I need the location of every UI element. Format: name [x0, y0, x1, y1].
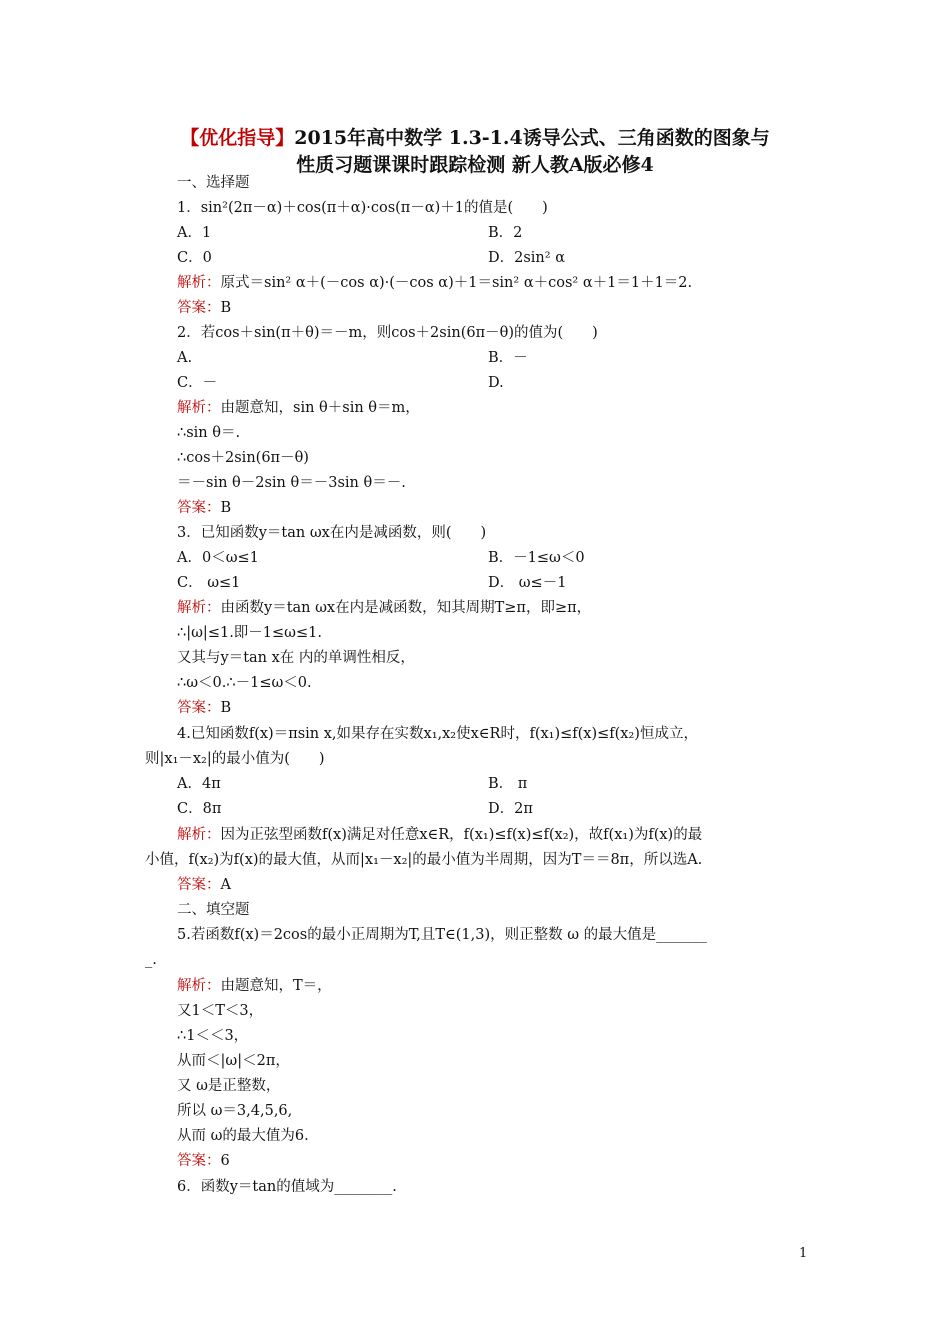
- line-text: C．－: [177, 375, 218, 391]
- solution-label: 解析：: [177, 275, 221, 291]
- line-q2: [177, 323, 598, 343]
- line-text: 因为正弦型函数f(x)满足对任意x∈R，f(x₁)≤f(x)≤f(x₂)，故f(x₁)为f(x)的最: [220, 827, 703, 843]
- line-q3s2: [177, 623, 322, 643]
- line-text: A.: [177, 350, 193, 366]
- line-q3: [177, 523, 486, 543]
- answer-label: 答案：: [177, 500, 221, 516]
- line-text: 6．函数y＝tan的值域为________.: [177, 1179, 397, 1195]
- line-text: 从而 ω的最大值为6.: [177, 1128, 309, 1144]
- line-text: ∴|ω|≤1.即－1≤ω≤1.: [177, 625, 322, 641]
- line-text: 由函数y＝tan ωx在内是减函数，知其周期T≥π，即≥π，: [220, 600, 592, 616]
- line-text: D． ω≤－1: [488, 575, 567, 591]
- line-q5s6: [177, 1101, 292, 1121]
- line-q1c: [177, 248, 212, 268]
- line-q3k: [177, 698, 231, 718]
- line-q5s1: [177, 976, 332, 996]
- line-text: D．2sin² α: [488, 250, 565, 266]
- line-q1s: [177, 273, 692, 293]
- line-q2s3: [177, 448, 309, 468]
- line-q3b: [488, 548, 585, 568]
- solution-label: 解析：: [177, 978, 221, 994]
- line-text: ∴sin θ＝.: [177, 425, 241, 441]
- line-q1a: [177, 223, 211, 243]
- line-text: 又1＜T＜3，: [177, 1003, 264, 1019]
- line-text: ∴cos＋2sin(6π－θ): [177, 450, 309, 466]
- line-q4c: [177, 799, 221, 819]
- line-q2s2: [177, 423, 240, 443]
- line-q4l1: [177, 724, 698, 744]
- line-text: 6: [220, 1153, 230, 1169]
- line-text: 则|x₁－x₂|的最小值为( ): [145, 751, 325, 767]
- line-q4b: [488, 774, 527, 794]
- line-text: A．1: [177, 225, 212, 241]
- line-text: ∴1＜＜3，: [177, 1028, 249, 1044]
- line-text: A．4π: [177, 776, 221, 792]
- answer-label: 答案：: [177, 1153, 221, 1169]
- line-text: 二、填空题: [177, 902, 250, 918]
- line-text: B: [220, 700, 232, 716]
- line-q6: [177, 1177, 397, 1197]
- line-text: B．－1≤ω＜0: [488, 550, 585, 566]
- line-q5s5: [177, 1076, 280, 1096]
- line-q3s3: [177, 648, 415, 668]
- line-q3d: [488, 573, 566, 593]
- line-text: A．0＜ω≤1: [177, 550, 259, 566]
- solution-label: 解析：: [177, 400, 221, 416]
- document-title: [130, 125, 820, 179]
- title-line-1: [130, 125, 820, 152]
- line-text: A: [220, 877, 231, 893]
- line-q3c: [177, 573, 240, 593]
- line-sec1: [177, 173, 250, 193]
- line-q4l2: [145, 749, 325, 769]
- line-text: 又其与y＝tan x在 内的单调性相反，: [177, 650, 415, 666]
- line-text: B．2: [488, 225, 523, 241]
- line-text: 1．sin²(2π－α)＋cos(π＋α)·cos(π－α)＋1的值是( ): [177, 200, 548, 216]
- line-q1d: [488, 248, 565, 268]
- line-q5s7: [177, 1126, 309, 1146]
- line-q4a: [177, 774, 221, 794]
- answer-label: 答案：: [177, 300, 221, 316]
- line-text: C．0: [177, 250, 212, 266]
- line-sec2: [177, 900, 250, 920]
- line-q5s2: [177, 1001, 263, 1021]
- line-text: B: [220, 500, 232, 516]
- line-q3s1: [177, 598, 591, 618]
- line-q2s1: [177, 398, 420, 418]
- line-q2k: [177, 498, 231, 518]
- line-text: 原式＝sin² α＋(－cos α)·(－cos α)＋1＝sin² α＋cos² α＋1＝1＋1＝2.: [220, 275, 693, 291]
- line-q5s3: [177, 1026, 248, 1046]
- line-text: B．－: [488, 350, 528, 366]
- line-text: 2．若cos＋sin(π＋θ)＝－m，则cos＋2sin(6π－θ)的值为( ): [177, 325, 598, 341]
- answer-label: 答案：: [177, 700, 221, 716]
- line-q1: [177, 198, 548, 218]
- line-text: ∴ω＜0.∴－1≤ω＜0.: [177, 675, 312, 691]
- line-text: 又 ω是正整数，: [177, 1078, 281, 1094]
- line-q2c: [177, 373, 217, 393]
- title-line-2: 性质习题课课时跟踪检测 新人教A版必修4: [296, 154, 654, 176]
- page-number: 1: [799, 1246, 808, 1261]
- line-text: C． ω≤1: [177, 575, 241, 591]
- line-text: 由题意知，T＝，: [220, 978, 332, 994]
- line-text: 由题意知，sin θ＋sin θ＝m，: [220, 400, 420, 416]
- line-text: 5.若函数f(x)＝2cos的最小正周期为T,且T∈(1,3)，则正整数 ω 的最大值是_______: [177, 927, 707, 943]
- line-q5k: [177, 1151, 230, 1171]
- line-q3s4: [177, 673, 312, 693]
- line-text: _.: [145, 952, 157, 968]
- line-text: 一、选择题: [177, 175, 250, 191]
- answer-label: 答案：: [177, 877, 221, 893]
- line-q2d: [488, 373, 504, 393]
- line-text: B． π: [488, 776, 528, 792]
- line-text: 4.已知函数f(x)＝πsin x,如果存在实数x₁,x₂使x∈R时，f(x₁)≤f(x)≤f(x₂)恒成立，: [177, 726, 698, 742]
- line-text: B: [220, 300, 232, 316]
- solution-label: 解析：: [177, 827, 221, 843]
- solution-label: 解析：: [177, 600, 221, 616]
- title-bracket: 【优化指导】: [180, 127, 295, 149]
- line-q1k: [177, 298, 231, 318]
- line-text: 3．已知函数y＝tan ωx在内是减函数，则( ): [177, 525, 487, 541]
- line-q3a: [177, 548, 259, 568]
- line-text: 从而＜|ω|＜2π，: [177, 1053, 290, 1069]
- line-q4s1: [177, 825, 702, 845]
- line-text: C．8π: [177, 801, 222, 817]
- line-q5s4: [177, 1051, 290, 1071]
- line-q5l1: [177, 925, 707, 945]
- line-q1b: [488, 223, 522, 243]
- line-q2a: [177, 348, 192, 368]
- line-q2s4: [177, 473, 406, 493]
- line-q4s2: [145, 850, 702, 870]
- title-text-1: 2015年高中数学 1.3-1.4诱导公式、三角函数的图象与: [294, 127, 770, 149]
- line-text: D．2π: [488, 801, 533, 817]
- line-text: ＝－sin θ－2sin θ＝－3sin θ＝－.: [177, 475, 406, 491]
- line-text: 所以 ω＝3,4,5,6,: [177, 1103, 293, 1119]
- line-q4d: [488, 799, 533, 819]
- line-q2b: [488, 348, 528, 368]
- line-q4k: [177, 875, 231, 895]
- line-q5l2: [145, 950, 157, 970]
- line-text: 小值，f(x₂)为f(x)的最大值，从而|x₁－x₂|的最小值为半周期，因为T＝＝8π，所以选A.: [145, 852, 703, 868]
- line-text: D.: [488, 375, 504, 391]
